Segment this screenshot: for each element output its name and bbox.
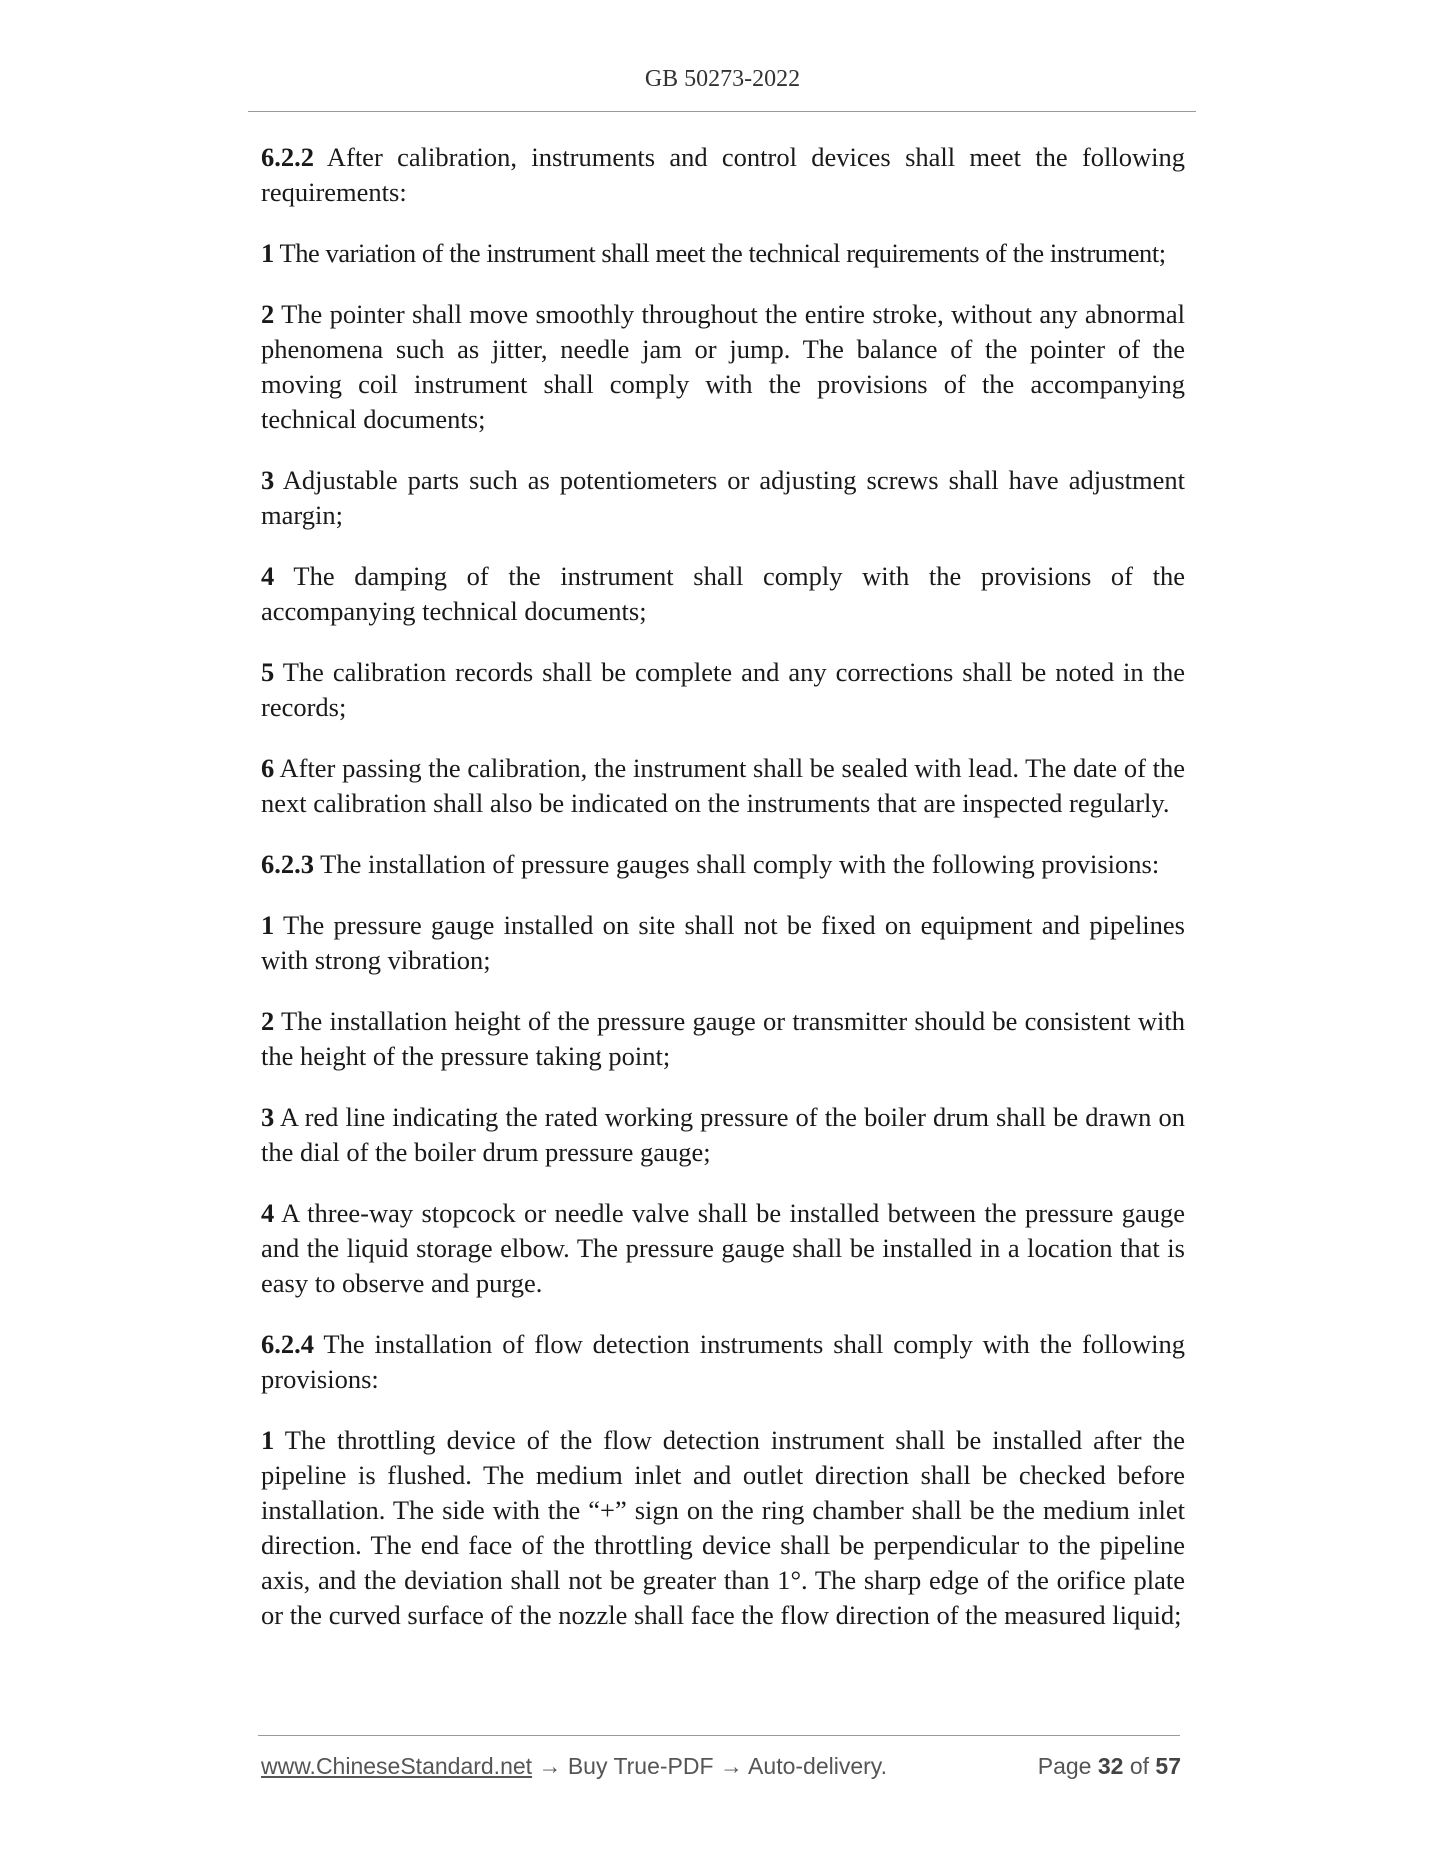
clause-6-2-2 — [261, 140, 1185, 210]
item-6-2-2-2 — [261, 297, 1185, 437]
item-number: 4 — [261, 1198, 275, 1228]
clause-number: 6.2.3 — [261, 849, 314, 879]
item-text: A three-way stopcock or needle valve shall be installed between the pressure gauge and the liquid storage elbow. The pressure gauge shall be installed in a location that is easy to observe and purge. — [261, 1198, 1185, 1298]
item-text: After passing the calibration, the instrument shall be sealed with lead. The date of the next calibration shall also be indicated on the instruments that are inspected regularly. — [261, 753, 1185, 818]
item-number: 1 — [261, 1425, 275, 1455]
page-of: of — [1123, 1753, 1156, 1779]
page-total: 57 — [1155, 1753, 1181, 1779]
item-6-2-3-1 — [261, 908, 1185, 978]
clause-text: The installation of pressure gauges shall comply with the following provisions: — [314, 849, 1160, 879]
clause-6-2-3 — [261, 847, 1185, 882]
item-number: 1 — [261, 910, 275, 940]
item-text: The installation height of the pressure gauge or transmitter should be consistent with the height of the pressure taking point; — [261, 1006, 1185, 1071]
item-number: 1 — [261, 238, 274, 268]
clause-number: 6.2.2 — [261, 142, 314, 172]
item-number: 5 — [261, 657, 275, 687]
item-6-2-3-3 — [261, 1100, 1185, 1170]
page-indicator — [1038, 1753, 1181, 1780]
item-text: Adjustable parts such as potentiometers or adjusting screws shall have adjustment margin; — [261, 465, 1185, 530]
header-title: GB 50273-2022 — [644, 66, 801, 92]
item-6-2-2-6 — [261, 751, 1185, 821]
item-6-2-2-5 — [261, 655, 1185, 725]
item-6-2-3-2 — [261, 1004, 1185, 1074]
item-text: A red line indicating the rated working pressure of the boiler drum shall be drawn on the dial of the boiler drum pressure gauge; — [261, 1102, 1185, 1167]
item-number: 4 — [261, 561, 275, 591]
item-6-2-4-1 — [261, 1423, 1185, 1633]
item-text: The throttling device of the flow detection instrument shall be installed after the pipeline is flushed. The medium inlet and outlet direction shall be checked before installation. The side with the “+” sign on the ring chamber shall be the medium inlet direction. The end face of the throttling device shall be perpendicular to the pipeline axis, and the deviation shall not be greater than 1°. The sharp edge of the orifice plate or the curved surface of the nozzle shall face the flow direction of the measured liquid; — [261, 1425, 1185, 1630]
item-number: 6 — [261, 753, 275, 783]
header-divider — [248, 111, 1196, 112]
footer-tagline: → Buy True-PDF → Auto-delivery. — [532, 1753, 887, 1779]
item-number: 2 — [261, 299, 275, 329]
item-text: The damping of the instrument shall comply with the provisions of the accompanying technical documents; — [261, 561, 1185, 626]
item-text: The pointer shall move smoothly throughout the entire stroke, without any abnormal phenomena such as jitter, needle jam or jump. The balance of the pointer of the moving coil instrument shall comply with the provisions of the accompanying technical documents; — [261, 299, 1185, 434]
item-text: The variation of the instrument shall meet the technical requirements of the instrument; — [273, 238, 1166, 268]
document-body — [261, 140, 1185, 1659]
page-label: Page — [1037, 1753, 1098, 1779]
clause-text: After calibration, instruments and control devices shall meet the following requirements: — [261, 142, 1185, 207]
item-6-2-2-3 — [261, 463, 1185, 533]
item-number: 3 — [261, 1102, 275, 1132]
item-text: The pressure gauge installed on site shall not be fixed on equipment and pipelines with strong vibration; — [261, 910, 1185, 975]
site-link[interactable]: www.ChineseStandard.net — [261, 1753, 533, 1779]
item-number: 3 — [261, 465, 275, 495]
item-6-2-3-4 — [261, 1196, 1185, 1301]
item-6-2-2-4 — [261, 559, 1185, 629]
item-number: 2 — [261, 1006, 275, 1036]
item-6-2-2-1 — [261, 236, 1185, 271]
clause-text: The installation of flow detection instruments shall comply with the following provisions: — [261, 1329, 1185, 1394]
item-text: The calibration records shall be complete and any corrections shall be noted in the records; — [261, 657, 1185, 722]
page-footer — [261, 1753, 1181, 1780]
clause-number: 6.2.4 — [261, 1329, 314, 1359]
clause-6-2-4 — [261, 1327, 1185, 1397]
page-current: 32 — [1097, 1753, 1124, 1779]
footer-divider — [258, 1735, 1180, 1736]
